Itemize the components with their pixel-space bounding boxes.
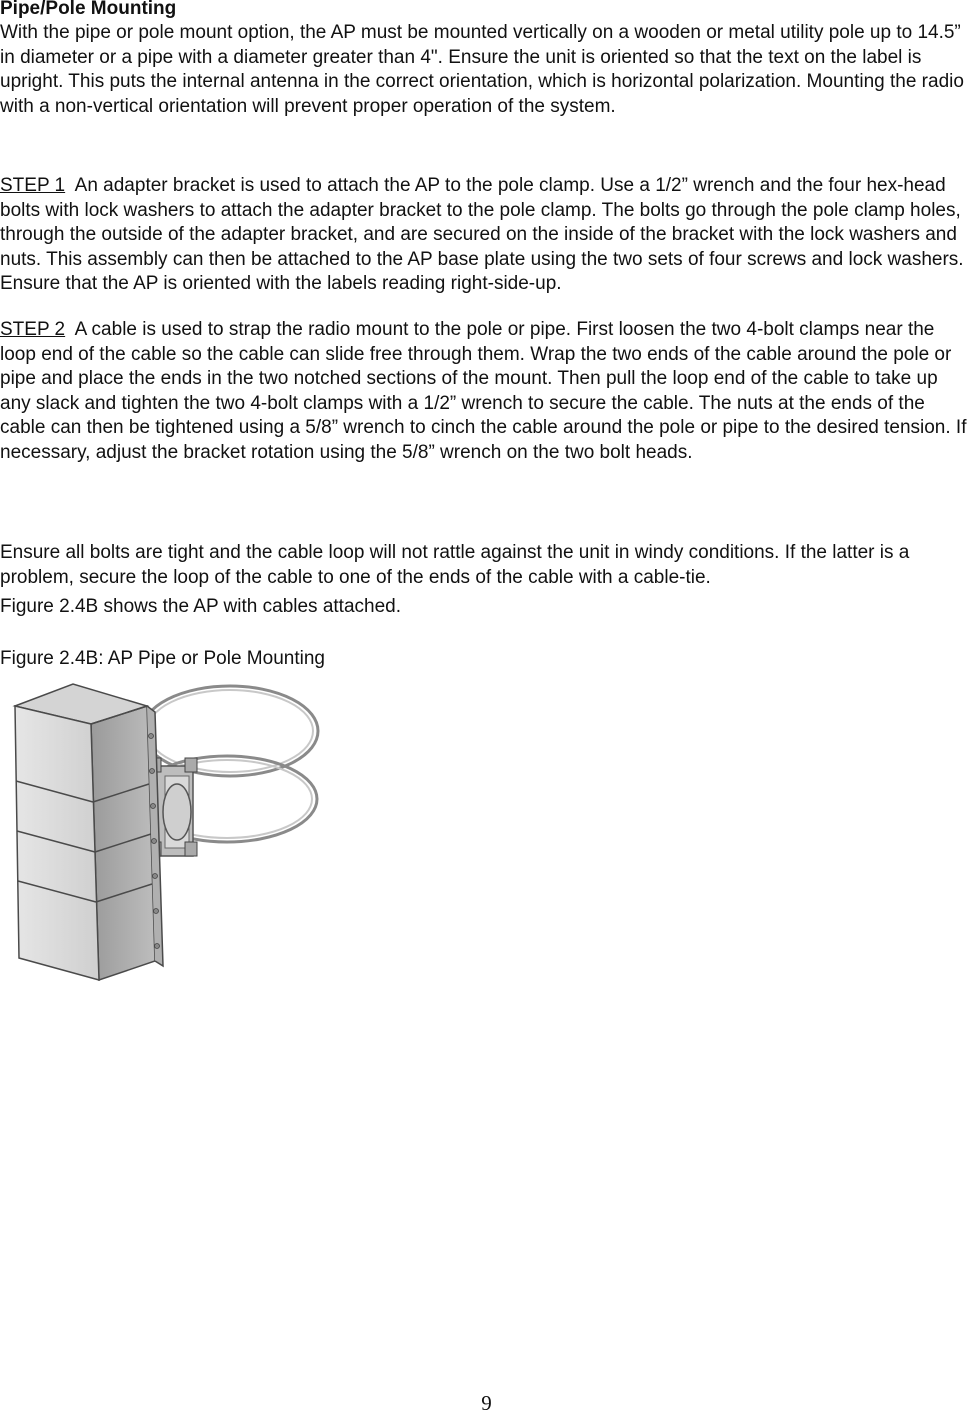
step-2-paragraph	[0, 318, 968, 465]
ap-pole-mount-figure	[5, 676, 330, 991]
step-1-label: STEP 1	[0, 175, 66, 196]
figure-reference-paragraph: Figure 2.4B shows the AP with cables attached.	[0, 596, 401, 617]
step-1-paragraph	[0, 174, 968, 297]
ap-pole-mount-illustration	[5, 676, 330, 991]
ap-enclosure	[15, 684, 163, 980]
step-1-text: An adapter bracket is used to attach the AP to the pole clamp. Use a 1/2” wrench and the four hex-head bolts with lock washers to attach the adapter bracket to the pole clamp. The bolts go through the pole clamp holes, through the outside of the adapter bracket, and are secured on the inside of the bracket with the lock washers and nuts. This assembly can then be attached to the AP base plate using the two sets of four screws and lock washers. Ensure that the AP is oriented with the labels reading right-side-up.	[0, 175, 964, 294]
intro-paragraph: With the pipe or pole mount option, the AP must be mounted vertically on a wooden or metal utility pole up to 14.5” in diameter or a pipe with a diameter greater than 4". Ensure the unit is oriented so that the text on the label is upright. This puts the internal antenna in the correct orientation, which is horizontal polarization. Mounting the radio with a non-vertical orientation will prevent proper operation of the system.	[0, 22, 964, 117]
step-2-label: STEP 2	[0, 319, 66, 340]
section-heading: Pipe/Pole Mounting	[0, 0, 177, 19]
page-number: 9	[481, 1391, 492, 1415]
step-2-text: A cable is used to strap the radio mount to the pole or pipe. First loosen the two 4-bolt clamps near the loop end of the cable so the cable can slide free through them. Wrap the two ends of the cable around the pole or pipe and place the ends in the two notched sections of the mount. Then pull the loop end of the cable to take up any slack and tighten the two 4-bolt clamps with a 1/2” wrench to secure the cable. The nuts at the ends of the cable can then be tightened using a 5/8” wrench to cinch the cable around the pole or pipe to the desired tension. If necessary, adjust the bracket rotation using the 5/8” wrench on the two bolt heads.	[0, 319, 967, 463]
bolts-note-paragraph: Ensure all bolts are tight and the cable loop will not rattle against the unit in windy conditions. If the latter is a problem, secure the loop of the cable to one of the ends of the cable with a cable-tie.	[0, 542, 910, 588]
figure-caption: Figure 2.4B: AP Pipe or Pole Mounting	[0, 648, 325, 669]
